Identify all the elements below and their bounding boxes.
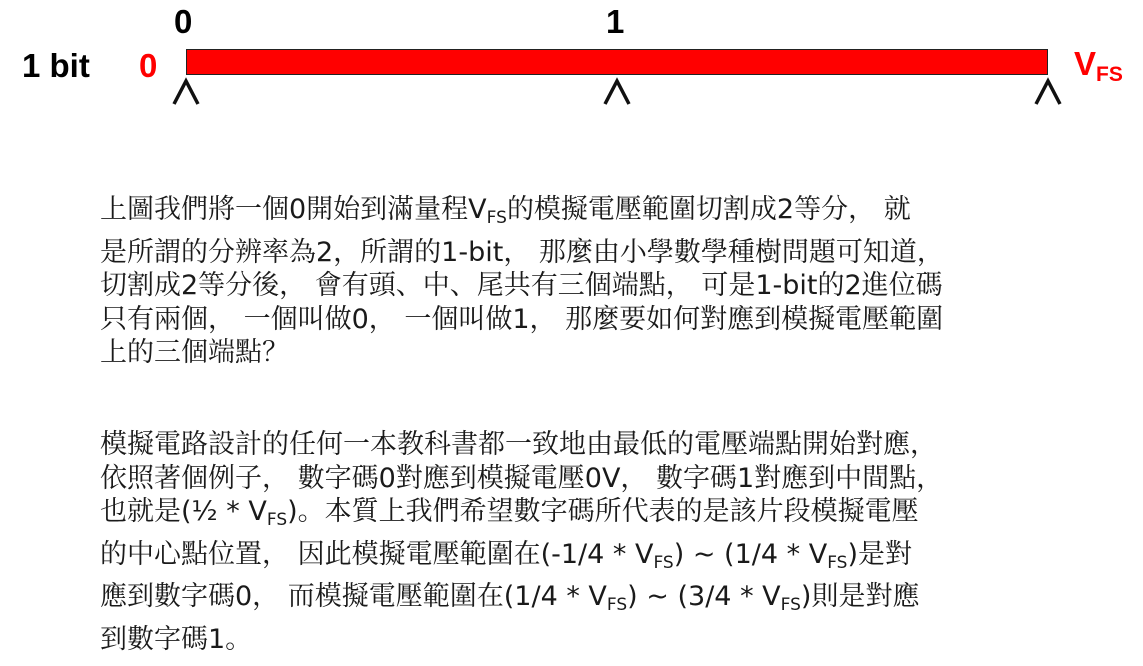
p2-line-5-sub2: FS — [780, 595, 801, 615]
p2-line-3-sub: FS — [266, 510, 288, 530]
paragraph-2 — [100, 428, 1110, 656]
p2-line-5-sub1: FS — [606, 595, 628, 615]
p2-line-4b: ) ~ (1/4 * V — [673, 538, 828, 570]
code-1-label: 1 — [606, 3, 625, 40]
tick-start — [174, 81, 198, 104]
p2-line-3 — [100, 495, 1110, 538]
p2-line-3a: 也就是(½ * V — [100, 496, 267, 527]
p2-line-4-sub1: FS — [653, 552, 674, 573]
p2-line-2: 依照著個例子， 數字碼0對應到模擬電壓0V， 數字碼1對應到中間點， — [100, 462, 944, 494]
p1-line-1a: 上圖我們將一個0開始到滿量程V — [100, 194, 487, 225]
p2-line-4a: 的中心點位置， 因此模擬電壓範圍在(-1/4 * V — [100, 538, 654, 570]
tick-end — [1036, 81, 1060, 104]
p1-line-2: 是所謂的分辨率為2，所謂的1-bit， 那麼由小學數學種樹問題可知道， — [100, 236, 944, 268]
voltage-zero-label: 0 — [139, 47, 158, 84]
code-0-label: 0 — [174, 3, 193, 40]
p1-line-1-sub: FS — [486, 208, 507, 228]
p2-line-5a: 應到數字碼0， 而模擬電壓範圍在(1/4 * V — [100, 581, 607, 612]
p2-line-5c: )則是對應 — [800, 581, 920, 612]
paragraph-1 — [100, 193, 1110, 370]
tick-marks — [0, 0, 1143, 120]
p2-line-4-sub2: FS — [827, 552, 848, 573]
p2-line-6: 到數字碼1。 — [100, 623, 253, 655]
vfs-label-main: V — [1074, 45, 1097, 82]
p2-line-4 — [100, 538, 1110, 581]
p2-line-3b: )。本質上我們希望數字碼所代表的是該片段模擬電壓 — [287, 496, 919, 527]
vfs-label-sub: FS — [1096, 63, 1123, 86]
bit-depth-label: 1 bit — [22, 47, 90, 84]
p2-line-4c: )是對 — [847, 538, 913, 570]
p1-line-1b: 的模擬電壓範圍切割成2等分， 就 — [506, 194, 911, 225]
p1-line-4: 只有兩個， 一個叫做0， 一個叫做1， 那麼要如何對應到模擬電壓範圍 — [100, 303, 944, 335]
tick-middle — [605, 81, 629, 104]
p1-line-1 — [100, 193, 1110, 236]
p1-line-5: 上的三個端點？ — [100, 337, 289, 368]
p1-line-3: 切割成2等分後， 會有頭、中、尾共有三個端點， 可是1-bit的2進位碼 — [100, 270, 943, 301]
p2-line-5b: ) ~ (3/4 * V — [627, 581, 781, 612]
p2-line-1: 模擬電路設計的任何一本教科書都一致地由最低的電壓端點開始對應， — [100, 429, 937, 460]
p2-line-5 — [100, 580, 1110, 623]
